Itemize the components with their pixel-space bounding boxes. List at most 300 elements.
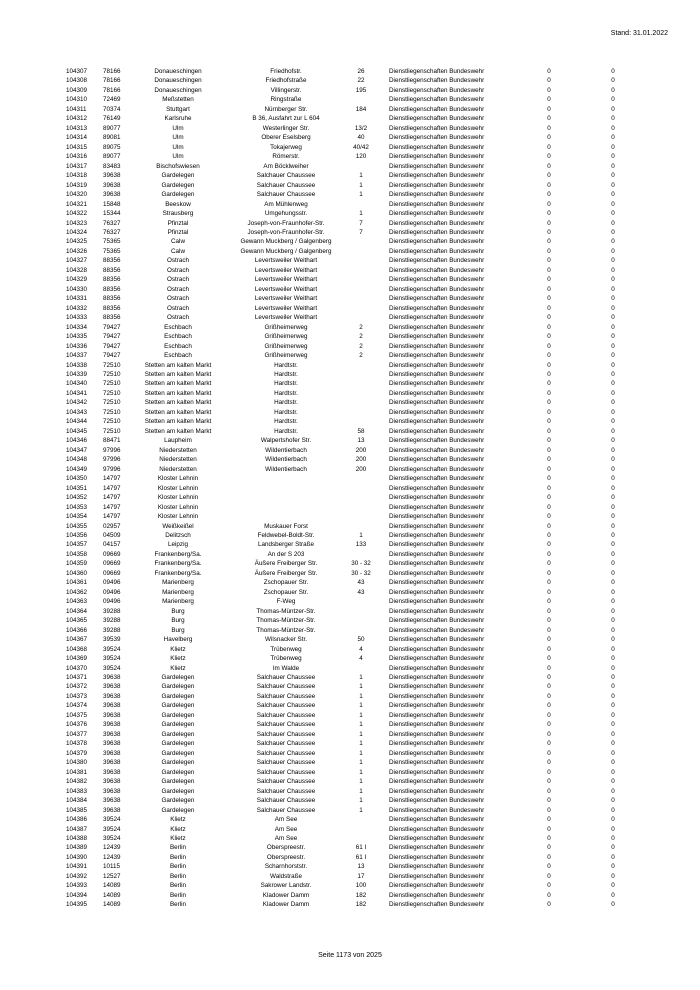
value-a-cell: 0 — [547, 257, 551, 265]
value-a-cell: 0 — [547, 759, 551, 767]
usage-type-cell: Dienstliegenschaften Bundeswehr — [389, 655, 485, 663]
city-cell: Kloster Lehnin — [157, 494, 199, 502]
usage-type-cell: Dienstliegenschaften Bundeswehr — [389, 143, 485, 151]
postal-code-cell: 39524 — [103, 816, 121, 824]
value-a-cell: 0 — [547, 730, 551, 738]
value-a-cell: 0 — [547, 408, 551, 416]
value-a-cell: 0 — [547, 513, 551, 521]
street-cell: Salchauer Chaussee — [256, 806, 316, 814]
usage-type-cell: Dienstliegenschaften Bundeswehr — [389, 314, 485, 322]
value-b-cell: 0 — [611, 768, 615, 776]
house-number-cell: 200 — [355, 446, 367, 454]
house-number-cell: 1 — [359, 702, 363, 710]
table-row — [66, 436, 636, 445]
row-id-cell: 104313 — [66, 124, 88, 132]
row-id-cell: 104350 — [66, 475, 88, 483]
house-number-cell: 1 — [359, 778, 363, 786]
house-number-cell: 30 - 32 — [351, 560, 371, 568]
postal-code-cell: 72510 — [103, 418, 121, 426]
table-row — [66, 105, 636, 114]
value-a-cell: 0 — [547, 162, 551, 170]
city-cell: Gardelegen — [161, 721, 195, 729]
city-cell: Stetten am kalten Markt — [144, 418, 212, 426]
street-cell: Scharnhorststr. — [264, 863, 308, 871]
house-number-cell: 43 — [357, 588, 365, 596]
usage-type-cell: Dienstliegenschaften Bundeswehr — [389, 645, 485, 653]
postal-code-cell: 72469 — [103, 96, 121, 104]
postal-code-cell: 39524 — [103, 655, 121, 663]
value-a-cell: 0 — [547, 569, 551, 577]
row-id-cell: 104339 — [66, 371, 88, 378]
usage-type-cell: Dienstliegenschaften Bundeswehr — [389, 636, 485, 644]
table-row — [66, 181, 636, 190]
value-a-cell: 0 — [547, 238, 551, 246]
row-id-cell: 104393 — [66, 882, 88, 890]
row-id-cell: 104319 — [66, 181, 88, 189]
street-cell: Äußere Freiberger Str. — [254, 560, 318, 568]
value-b-cell: 0 — [611, 674, 615, 681]
street-cell: Levertsweiler Weithart — [254, 266, 318, 274]
street-cell: Muskauer Forst — [264, 522, 308, 530]
value-a-cell: 0 — [547, 598, 551, 606]
value-b-cell: 0 — [611, 787, 615, 795]
postal-code-cell: 14089 — [103, 882, 121, 890]
usage-type-cell: Dienstliegenschaften Bundeswehr — [389, 399, 485, 407]
city-cell: Weißkeißel — [162, 522, 194, 530]
city-cell: Stetten am kalten Markt — [144, 399, 212, 407]
postal-code-cell: 79427 — [103, 333, 121, 341]
house-number-cell: 17 — [357, 872, 365, 880]
usage-type-cell: Dienstliegenschaften Bundeswehr — [389, 778, 485, 786]
value-b-cell: 0 — [611, 569, 615, 577]
row-id-cell: 104368 — [66, 645, 88, 653]
value-b-cell: 0 — [611, 408, 615, 416]
city-cell: Klietz — [170, 664, 186, 672]
value-b-cell: 0 — [611, 162, 615, 170]
usage-type-cell: Dienstliegenschaften Bundeswehr — [389, 191, 485, 199]
postal-code-cell: 89081 — [103, 134, 121, 142]
value-a-cell: 0 — [547, 200, 551, 208]
house-number-cell: 2 — [359, 323, 363, 331]
city-cell: Gardelegen — [161, 692, 195, 700]
row-id-cell: 104342 — [66, 399, 88, 407]
table-row — [66, 209, 636, 218]
street-cell: Levertsweiler Weithart — [254, 285, 318, 293]
house-number-cell: 13 — [357, 863, 365, 871]
usage-type-cell: Dienstliegenschaften Bundeswehr — [389, 702, 485, 710]
row-id-cell: 104343 — [66, 408, 88, 416]
row-id-cell: 104361 — [66, 579, 88, 587]
usage-type-cell: Dienstliegenschaften Bundeswehr — [389, 86, 485, 94]
house-number-cell: 195 — [355, 86, 367, 94]
row-id-cell: 104336 — [66, 342, 88, 350]
usage-type-cell: Dienstliegenschaften Bundeswehr — [389, 181, 485, 189]
value-b-cell: 0 — [611, 257, 615, 265]
usage-type-cell: Dienstliegenschaften Bundeswehr — [389, 333, 485, 341]
table-row — [66, 219, 636, 228]
value-b-cell: 0 — [611, 797, 615, 805]
table-row — [66, 758, 636, 767]
usage-type-cell: Dienstliegenschaften Bundeswehr — [389, 863, 485, 871]
row-id-cell: 104387 — [66, 825, 88, 833]
city-cell: Klietz — [170, 655, 186, 663]
row-id-cell: 104392 — [66, 872, 88, 880]
row-id-cell: 104394 — [66, 891, 88, 899]
postal-code-cell: 83483 — [103, 162, 121, 170]
postal-code-cell: 14089 — [103, 891, 121, 899]
row-id-cell: 104373 — [66, 692, 88, 700]
value-b-cell: 0 — [611, 759, 615, 767]
value-b-cell: 0 — [611, 465, 615, 473]
street-cell: Umgehungsstr. — [264, 210, 308, 218]
table-row — [66, 190, 636, 199]
city-cell: Ostrach — [166, 257, 190, 265]
postal-code-cell: 88471 — [103, 437, 121, 445]
postal-code-cell: 39638 — [103, 730, 121, 738]
postal-code-cell: 88356 — [103, 314, 121, 322]
usage-type-cell: Dienstliegenschaften Bundeswehr — [389, 550, 485, 558]
row-id-cell: 104318 — [66, 172, 88, 180]
postal-code-cell: 39638 — [103, 683, 121, 691]
value-a-cell: 0 — [547, 143, 551, 151]
street-cell: Thomas-Müntzer-Str. — [256, 607, 316, 615]
city-cell: Ulm — [172, 153, 184, 161]
data-table — [66, 67, 636, 910]
street-cell: Oberer Eselsberg — [261, 134, 311, 142]
postal-code-cell: 39638 — [103, 749, 121, 757]
value-b-cell: 0 — [611, 740, 615, 748]
table-row — [66, 294, 636, 303]
table-row — [66, 540, 636, 549]
row-id-cell: 104312 — [66, 115, 88, 123]
value-b-cell: 0 — [611, 721, 615, 729]
value-a-cell: 0 — [547, 323, 551, 331]
value-b-cell: 0 — [611, 380, 615, 388]
value-b-cell: 0 — [611, 806, 615, 814]
city-cell: Eschbach — [164, 342, 192, 350]
value-b-cell: 0 — [611, 200, 615, 208]
table-row — [66, 86, 636, 95]
street-cell: Ringstraße — [270, 96, 302, 104]
row-id-cell: 104356 — [66, 531, 88, 539]
table-row — [66, 266, 636, 275]
city-cell: Eschbach — [164, 333, 192, 341]
value-b-cell: 0 — [611, 247, 615, 255]
usage-type-cell: Dienstliegenschaften Bundeswehr — [389, 787, 485, 795]
row-id-cell: 104352 — [66, 494, 88, 502]
usage-type-cell: Dienstliegenschaften Bundeswehr — [389, 882, 485, 890]
house-number-cell: 1 — [359, 172, 363, 180]
value-a-cell: 0 — [547, 901, 551, 909]
postal-code-cell: 39638 — [103, 768, 121, 776]
postal-code-cell: 88356 — [103, 304, 121, 312]
row-id-cell: 104384 — [66, 797, 88, 805]
postal-code-cell: 72510 — [103, 361, 121, 369]
postal-code-cell: 76327 — [103, 219, 121, 227]
city-cell: Donaueschingen — [154, 86, 202, 94]
street-cell: Levertsweiler Weithart — [254, 295, 318, 303]
table-row — [66, 427, 636, 436]
usage-type-cell: Dienstliegenschaften Bundeswehr — [389, 579, 485, 587]
value-a-cell: 0 — [547, 522, 551, 530]
city-cell: Delitzsch — [165, 531, 191, 539]
value-a-cell: 0 — [547, 446, 551, 454]
postal-code-cell: 79427 — [103, 352, 121, 360]
house-number-cell: 1 — [359, 181, 363, 189]
postal-code-cell: 15848 — [103, 200, 121, 208]
table-row — [66, 692, 636, 701]
house-number-cell: 1 — [359, 210, 363, 218]
city-cell: Marienberg — [162, 588, 194, 596]
value-a-cell: 0 — [547, 674, 551, 681]
city-cell: Berlin — [169, 872, 187, 880]
postal-code-cell: 39288 — [103, 617, 121, 625]
row-id-cell: 104366 — [66, 626, 88, 634]
postal-code-cell: 39524 — [103, 834, 121, 842]
row-id-cell: 104351 — [66, 484, 88, 492]
table-row — [66, 853, 636, 862]
value-a-cell: 0 — [547, 863, 551, 871]
usage-type-cell: Dienstliegenschaften Bundeswehr — [389, 408, 485, 416]
street-cell: Am See — [274, 834, 298, 842]
city-cell: Stetten am kalten Markt — [144, 380, 212, 388]
table-row — [66, 67, 636, 76]
city-cell: Berlin — [169, 901, 187, 909]
usage-type-cell: Dienstliegenschaften Bundeswehr — [389, 68, 485, 75]
value-b-cell: 0 — [611, 68, 615, 75]
city-cell: Ulm — [172, 134, 184, 142]
value-b-cell: 0 — [611, 844, 615, 852]
city-cell: Berlin — [169, 863, 187, 871]
table-row — [66, 162, 636, 171]
table-row — [66, 730, 636, 739]
city-cell: Berlin — [169, 891, 187, 899]
row-id-cell: 104322 — [66, 210, 88, 218]
value-b-cell: 0 — [611, 210, 615, 218]
table-row — [66, 768, 636, 777]
usage-type-cell: Dienstliegenschaften Bundeswehr — [389, 172, 485, 180]
table-row — [66, 664, 636, 673]
street-cell: Gewann Muckberg / Galgenberg — [240, 238, 332, 246]
value-b-cell: 0 — [611, 891, 615, 899]
usage-type-cell: Dienstliegenschaften Bundeswehr — [389, 759, 485, 767]
postal-code-cell: 39638 — [103, 191, 121, 199]
value-b-cell: 0 — [611, 437, 615, 445]
postal-code-cell: 12527 — [103, 872, 121, 880]
value-a-cell: 0 — [547, 276, 551, 284]
city-cell: Eschbach — [164, 352, 192, 360]
row-id-cell: 104374 — [66, 702, 88, 710]
city-cell: Pfinztal — [167, 228, 189, 236]
row-id-cell: 104325 — [66, 238, 88, 246]
street-cell: Salchauer Chaussee — [256, 730, 316, 738]
usage-type-cell: Dienstliegenschaften Bundeswehr — [389, 797, 485, 805]
value-b-cell: 0 — [611, 427, 615, 435]
postal-code-cell: 39638 — [103, 806, 121, 814]
value-b-cell: 0 — [611, 181, 615, 189]
street-cell: Wildentierbach — [265, 456, 307, 464]
table-row — [66, 862, 636, 871]
value-b-cell: 0 — [611, 607, 615, 615]
postal-code-cell: 04157 — [103, 541, 121, 549]
house-number-cell: 40/42 — [353, 143, 369, 151]
value-a-cell: 0 — [547, 352, 551, 360]
table-row — [66, 313, 636, 322]
city-cell: Berlin — [169, 882, 187, 890]
city-cell: Gardelegen — [161, 711, 195, 719]
postal-code-cell: 39539 — [103, 636, 121, 644]
row-id-cell: 104314 — [66, 134, 88, 142]
city-cell: Ostrach — [166, 285, 190, 293]
postal-code-cell: 39638 — [103, 711, 121, 719]
street-cell: Zschopauer Str. — [263, 588, 309, 596]
table-row — [66, 578, 636, 587]
value-b-cell: 0 — [611, 541, 615, 549]
usage-type-cell: Dienstliegenschaften Bundeswehr — [389, 105, 485, 113]
street-cell: Salchauer Chaussee — [256, 191, 316, 199]
value-b-cell: 0 — [611, 579, 615, 587]
value-b-cell: 0 — [611, 371, 615, 378]
value-a-cell: 0 — [547, 617, 551, 625]
table-row — [66, 143, 636, 152]
street-cell: Levertsweiler Weithart — [254, 257, 318, 265]
value-a-cell: 0 — [547, 560, 551, 568]
street-cell: B 36, Ausfahrt zur L 604 — [252, 115, 320, 123]
postal-code-cell: 72510 — [103, 427, 121, 435]
city-cell: Niederstetten — [159, 446, 197, 454]
table-row — [66, 787, 636, 796]
usage-type-cell: Dienstliegenschaften Bundeswehr — [389, 891, 485, 899]
street-cell: Salchauer Chaussee — [256, 674, 316, 681]
value-a-cell: 0 — [547, 645, 551, 653]
street-cell: Salchauer Chaussee — [256, 749, 316, 757]
city-cell: Ulm — [172, 124, 184, 132]
row-id-cell: 104335 — [66, 333, 88, 341]
usage-type-cell: Dienstliegenschaften Bundeswehr — [389, 361, 485, 369]
table-row — [66, 872, 636, 881]
house-number-cell: 40 — [357, 134, 365, 142]
table-row — [66, 389, 636, 398]
postal-code-cell: 97996 — [103, 456, 121, 464]
table-row — [66, 114, 636, 123]
usage-type-cell: Dienstliegenschaften Bundeswehr — [389, 494, 485, 502]
row-id-cell: 104326 — [66, 247, 88, 255]
row-id-cell: 104385 — [66, 806, 88, 814]
city-cell: Kloster Lehnin — [157, 475, 199, 483]
usage-type-cell: Dienstliegenschaften Bundeswehr — [389, 228, 485, 236]
postal-code-cell: 14797 — [103, 494, 121, 502]
value-a-cell: 0 — [547, 692, 551, 700]
table-row — [66, 493, 636, 502]
value-a-cell: 0 — [547, 825, 551, 833]
city-cell: Gardelegen — [161, 759, 195, 767]
house-number-cell: 1 — [359, 721, 363, 729]
value-a-cell: 0 — [547, 181, 551, 189]
street-cell: Salchauer Chaussee — [256, 740, 316, 748]
city-cell: Stetten am kalten Markt — [144, 361, 212, 369]
value-b-cell: 0 — [611, 86, 615, 94]
row-id-cell: 104364 — [66, 607, 88, 615]
table-row — [66, 825, 636, 834]
row-id-cell: 104349 — [66, 465, 88, 473]
value-b-cell: 0 — [611, 834, 615, 842]
value-b-cell: 0 — [611, 475, 615, 483]
table-row — [66, 465, 636, 474]
postal-code-cell: 39288 — [103, 607, 121, 615]
city-cell: Gardelegen — [161, 191, 195, 199]
usage-type-cell: Dienstliegenschaften Bundeswehr — [389, 569, 485, 577]
table-row — [66, 200, 636, 209]
row-id-cell: 104353 — [66, 503, 88, 511]
city-cell: Klietz — [170, 645, 186, 653]
table-row — [66, 503, 636, 512]
row-id-cell: 104375 — [66, 711, 88, 719]
value-b-cell: 0 — [611, 399, 615, 407]
city-cell: Gardelegen — [161, 768, 195, 776]
table-row — [66, 834, 636, 843]
usage-type-cell: Dienstliegenschaften Bundeswehr — [389, 380, 485, 388]
table-row — [66, 133, 636, 142]
postal-code-cell: 39638 — [103, 759, 121, 767]
value-b-cell: 0 — [611, 314, 615, 322]
value-b-cell: 0 — [611, 456, 615, 464]
usage-type-cell: Dienstliegenschaften Bundeswehr — [389, 598, 485, 606]
postal-code-cell: 88356 — [103, 295, 121, 303]
street-cell: Salchauer Chaussee — [256, 778, 316, 786]
row-id-cell: 104345 — [66, 427, 88, 435]
table-row — [66, 398, 636, 407]
value-a-cell: 0 — [547, 655, 551, 663]
city-cell: Niederstetten — [159, 465, 197, 473]
street-cell: Hardtstr. — [274, 418, 298, 426]
table-row — [66, 351, 636, 360]
city-cell: Gardelegen — [161, 674, 195, 681]
value-a-cell: 0 — [547, 124, 551, 132]
table-row — [66, 275, 636, 284]
value-a-cell: 0 — [547, 494, 551, 502]
table-row — [66, 95, 636, 104]
city-cell: Calw — [171, 238, 185, 246]
value-b-cell: 0 — [611, 446, 615, 454]
city-cell: Gardelegen — [161, 683, 195, 691]
value-a-cell: 0 — [547, 314, 551, 322]
table-row — [66, 588, 636, 597]
value-b-cell: 0 — [611, 352, 615, 360]
value-b-cell: 0 — [611, 655, 615, 663]
row-id-cell: 104321 — [66, 200, 88, 208]
table-row — [66, 408, 636, 417]
usage-type-cell: Dienstliegenschaften Bundeswehr — [389, 503, 485, 511]
usage-type-cell: Dienstliegenschaften Bundeswehr — [389, 560, 485, 568]
value-a-cell: 0 — [547, 740, 551, 748]
house-number-cell: 1 — [359, 531, 363, 539]
row-id-cell: 104346 — [66, 437, 88, 445]
postal-code-cell: 39288 — [103, 626, 121, 634]
table-row — [66, 900, 636, 909]
usage-type-cell: Dienstliegenschaften Bundeswehr — [389, 352, 485, 360]
row-id-cell: 104347 — [66, 446, 88, 454]
house-number-cell: 1 — [359, 191, 363, 199]
row-id-cell: 104341 — [66, 389, 88, 397]
row-id-cell: 104315 — [66, 143, 88, 151]
value-a-cell: 0 — [547, 219, 551, 227]
street-cell: Hardtstr. — [274, 380, 298, 388]
value-a-cell: 0 — [547, 399, 551, 407]
usage-type-cell: Dienstliegenschaften Bundeswehr — [389, 238, 485, 246]
postal-code-cell: 76149 — [103, 115, 121, 123]
value-a-cell: 0 — [547, 191, 551, 199]
street-cell: Joseph-von-Fraunhofer-Str. — [247, 228, 325, 236]
